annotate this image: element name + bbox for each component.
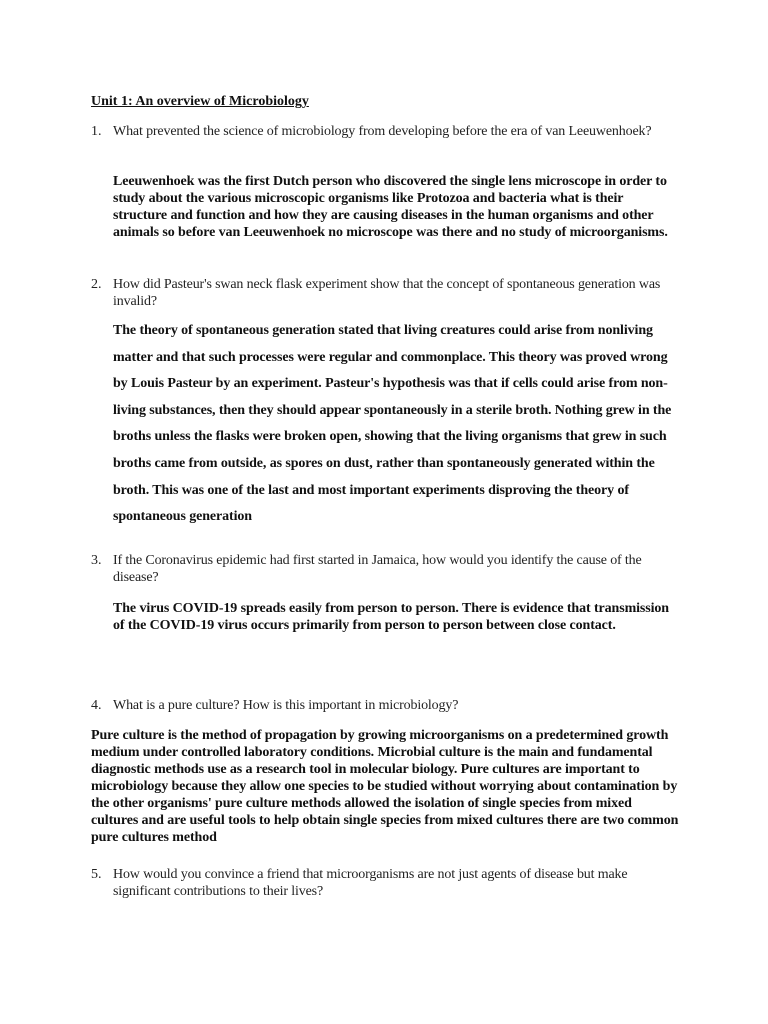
question-2 bbox=[91, 276, 661, 310]
question-3 bbox=[91, 552, 661, 586]
question-text: What prevented the science of microbiology from developing before the era of van Leeuwenhoek? bbox=[113, 124, 652, 139]
question-4 bbox=[91, 697, 661, 714]
question-number: 2. bbox=[91, 277, 102, 292]
question-1 bbox=[91, 123, 661, 140]
answer-3: The virus COVID-19 spreads easily from person to person. There is evidence that transmission of the COVID-19 virus occurs primarily from person to person between close contact. bbox=[113, 601, 669, 633]
question-text: What is a pure culture? How is this important in microbiology? bbox=[113, 698, 459, 713]
answer-1: Leeuwenhoek was the first Dutch person who discovered the single lens microscope in order to study about the various microscopic organisms like Protozoa and bacteria what is their structure and function and how they are causing diseases in the human organisms and other animals so before van Leeuwenhoek no microscope was there and no study of microorganisms. bbox=[113, 174, 668, 240]
question-number: 3. bbox=[91, 553, 102, 568]
question-number: 5. bbox=[91, 867, 102, 882]
question-number: 4. bbox=[91, 698, 102, 713]
answer-2: The theory of spontaneous generation stated that living creatures could arise from nonliving matter and that such processes were regular and commonplace. This theory was proved wrong by Louis Pasteur by an experiment. Pasteur's hypothesis was that if cells could arise from non-living substances, then they should appear spontaneously in a sterile broth. Nothing grew in the broths unless the flasks were broken open, showing that the living organisms that grew in such broths came from outside, as spores on dust, rather than spontaneously generated within the broth. This was one of the last and most important experiments disproving the theory of spontaneous generation bbox=[113, 323, 672, 525]
question-5 bbox=[91, 866, 661, 900]
document-title: Unit 1: An overview of Microbiology bbox=[91, 94, 309, 109]
answer-4: Pure culture is the method of propagation by growing microorganisms on a predetermined growth medium under controlled laboratory conditions. Microbial culture is the main and fundamental diagnostic methods use as a research tool in molecular biology. Pure cultures are important to microbiology because they allow one species to be studied without worrying about contamination by the other organisms' pure culture methods allowed the isolation of single species from mixed cultures and are useful tools to help obtain single species from mixed cultures there are two common pure cultures method bbox=[91, 728, 679, 845]
question-text: How did Pasteur's swan neck flask experiment show that the concept of spontaneous generation was invalid? bbox=[113, 277, 661, 309]
question-number: 1. bbox=[91, 124, 102, 139]
question-text: How would you convince a friend that microorganisms are not just agents of disease but make significant contributions to their lives? bbox=[113, 867, 628, 899]
question-text: If the Coronavirus epidemic had first started in Jamaica, how would you identify the cause of the disease? bbox=[113, 553, 642, 585]
